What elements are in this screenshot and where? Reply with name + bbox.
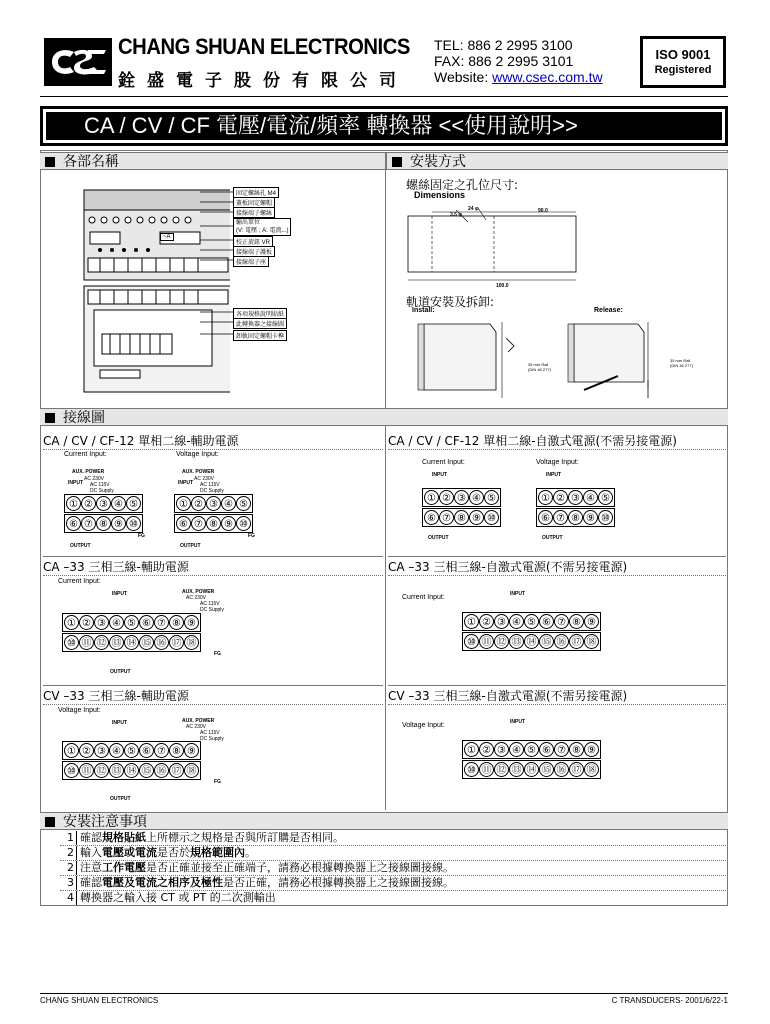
dim-90: 90.0 <box>538 208 548 214</box>
install-label: Install: <box>412 307 435 314</box>
dim-3-5: 3.5 φ <box>450 212 462 218</box>
note-text: 確認 <box>80 831 102 844</box>
terminal: ⑰ <box>169 635 184 650</box>
wiring-title-ca33-aux: CA –33 三相三線-輔助電源 <box>43 556 383 576</box>
label-current-input-3: Current Input: <box>58 578 101 585</box>
footer-divider <box>40 993 728 994</box>
square-bullet-icon <box>45 157 55 167</box>
callout-output-unit-desc: (V: 電壓 ; A: 電流...) <box>236 228 289 234</box>
square-bullet-icon <box>45 413 55 423</box>
terminal-row-bottom <box>62 761 201 780</box>
rail-release-drawing <box>564 318 668 404</box>
terminal: ⑨ <box>584 614 599 629</box>
note-num: 1 <box>60 831 77 845</box>
terminal: ⑩ <box>64 635 79 650</box>
terminal: ④ <box>509 614 524 629</box>
wiring-title-ca12-aux: CA / CV / CF-12 單相二線-輔助電源 <box>43 432 383 450</box>
terminal: ⑥ <box>539 742 554 757</box>
terminal-row-bottom <box>64 514 143 533</box>
label-input: INPUT <box>112 720 127 726</box>
terminal: ④ <box>109 743 124 758</box>
terminal: ⑤ <box>598 490 613 505</box>
label-aux-power: AUX. POWER <box>182 589 215 595</box>
note-text: 輸入 <box>80 846 102 859</box>
section-title-notes: 安裝注意事項 <box>63 814 147 830</box>
dim-100: 100.0 <box>496 283 509 289</box>
column-divider-top <box>385 152 386 408</box>
terminal: ⑩ <box>236 516 251 531</box>
terminal: ⑦ <box>81 516 96 531</box>
note-num: 4 <box>60 891 77 905</box>
terminal: ② <box>191 496 206 511</box>
terminal: ① <box>64 615 79 630</box>
terminal: ⑥ <box>139 615 154 630</box>
label-input: INPUT <box>546 472 561 478</box>
terminal: ⑨ <box>469 510 484 525</box>
terminal: ⑧ <box>568 510 583 525</box>
callout-rail-latch: 卸軌固定螺帽卡榫 <box>233 330 287 341</box>
terminal-row-top <box>62 613 201 632</box>
terminal: ③ <box>206 496 221 511</box>
terminal: ⑥ <box>539 614 554 629</box>
terminal: ⑮ <box>539 762 554 777</box>
note-item <box>60 891 726 905</box>
terminal: ⑧ <box>169 743 184 758</box>
rail-note-install-2: (DIN 46 277) <box>528 367 551 372</box>
rail-note-release <box>670 358 693 368</box>
terminal: ① <box>464 742 479 757</box>
footer-left: CHANG SHUAN ELECTRONICS <box>40 996 159 1005</box>
terminal: ③ <box>454 490 469 505</box>
terminal: ⑦ <box>439 510 454 525</box>
note-text: 確認 <box>80 876 102 889</box>
note-item <box>60 861 726 876</box>
callout-vr-knob: 校正旋鈕 VR <box>233 236 273 247</box>
terminal: ⑭ <box>124 635 139 650</box>
terminal: ⑩ <box>484 510 499 525</box>
terminal: ③ <box>568 490 583 505</box>
iso-badge <box>640 36 726 88</box>
callout-spec-sticker: 各項規格說明貼紙 <box>233 308 287 319</box>
note-num: 2 <box>60 846 77 860</box>
callout-screw-hole: 固定螺絲孔 M4 <box>233 187 279 198</box>
terminal: ② <box>79 615 94 630</box>
terminal: ④ <box>469 490 484 505</box>
terminal: ① <box>424 490 439 505</box>
terminal: ⑩ <box>598 510 613 525</box>
unit-mark: ~A <box>160 233 174 241</box>
label-aux-power: AUX. POWER <box>72 469 105 475</box>
title-bar <box>40 106 728 146</box>
terminal: ① <box>66 496 81 511</box>
terminal: ⑭ <box>124 763 139 778</box>
terminal: ⑫ <box>494 634 509 649</box>
terminal: ⑧ <box>569 614 584 629</box>
callout-terminal-guard: 接線端子護板 <box>233 246 275 257</box>
terminal: ⑮ <box>139 763 154 778</box>
note-text: 是否正確，請務必根據轉換器上之接線圖接線。 <box>223 876 454 889</box>
terminal: ⑧ <box>569 742 584 757</box>
dimensions-drawing <box>404 200 588 290</box>
terminal: ⑯ <box>154 763 169 778</box>
terminal: ① <box>464 614 479 629</box>
wiring-title-cv33-self: CV –33 三相三線-自激式電源(不需另接電源) <box>388 685 726 705</box>
terminal: ⑯ <box>554 634 569 649</box>
terminal: ② <box>479 742 494 757</box>
callout-wiring-diagram: 此轉換器之接線圖 <box>233 318 287 329</box>
callout-cover-nut: 蓋板固定螺帽 <box>233 197 275 208</box>
terminal-row-top <box>64 494 143 513</box>
terminal: ⑦ <box>554 614 569 629</box>
terminal: ⑫ <box>94 763 109 778</box>
label-output: OUTPUT <box>110 796 131 802</box>
terminal: ⑨ <box>221 516 236 531</box>
note-bold: 電壓及電流之相序及極性 <box>102 876 223 889</box>
label-output: OUTPUT <box>542 535 563 541</box>
wiring-title-ca33-self: CA –33 三相三線-自激式電源(不需另接電源) <box>388 556 726 576</box>
label-ac115: AC 115V <box>200 601 220 607</box>
terminal: ⑰ <box>569 762 584 777</box>
note-text: 轉換器之輸入接 CT 或 PT 的二次測輸出 <box>80 891 276 904</box>
terminal: ① <box>64 743 79 758</box>
terminal: ⑥ <box>538 510 553 525</box>
label-current-input-4: Current Input: <box>402 594 445 601</box>
note-item <box>60 831 726 846</box>
page-title: CA / CV / CF 電壓/電流/頻率 轉換器 <<使用說明>> <box>46 112 722 140</box>
fax-text: FAX: 886 2 2995 3101 <box>434 53 574 69</box>
label-output: OUTPUT <box>110 669 131 675</box>
terminal: ⑦ <box>553 510 568 525</box>
terminal: ⑨ <box>184 743 199 758</box>
release-label: Release: <box>594 307 623 314</box>
note-bold: 電壓或電流 <box>102 846 157 859</box>
terminal: ⑰ <box>569 634 584 649</box>
section-head-wiring <box>40 408 728 426</box>
terminal: ⑩ <box>64 763 79 778</box>
terminal-row-bottom <box>174 514 253 533</box>
terminal: ⑤ <box>484 490 499 505</box>
header-divider <box>40 96 728 97</box>
terminal: ⑩ <box>464 762 479 777</box>
rail-note-install-1: 35 mm Rail <box>528 362 549 367</box>
terminal: ③ <box>96 496 111 511</box>
terminal: ③ <box>494 742 509 757</box>
rail-title: 軌道安裝及拆卸: <box>406 295 495 309</box>
terminal: ⑫ <box>94 635 109 650</box>
rail-install-drawing <box>410 318 530 402</box>
terminal: ⑭ <box>524 634 539 649</box>
terminal: ⑬ <box>509 634 524 649</box>
terminal-row-top <box>62 741 201 760</box>
label-input: INPUT <box>510 719 525 725</box>
terminal: ⑤ <box>124 743 139 758</box>
label-fg: FG <box>248 533 255 539</box>
wiring-title-cv33-aux: CV –33 三相三線-輔助電源 <box>43 685 383 705</box>
label-ac230: AC 230V <box>186 724 207 730</box>
terminal: ⑱ <box>184 635 199 650</box>
label-ac115: AC 115V <box>200 482 220 488</box>
note-num: 2 <box>60 861 77 875</box>
terminal: ④ <box>111 496 126 511</box>
note-text: 是否於 <box>157 846 190 859</box>
terminal: ⑧ <box>206 516 221 531</box>
terminal: ④ <box>109 615 124 630</box>
label-voltage-input-6: Voltage Input: <box>402 722 445 729</box>
label-fg: FG <box>214 651 221 657</box>
label-input: INPUT <box>112 591 127 597</box>
terminal: ⑬ <box>109 635 124 650</box>
iso-line2: Registered <box>654 64 712 76</box>
label-voltage-input-5: Voltage Input: <box>58 707 101 714</box>
note-text: 注意 <box>80 861 102 874</box>
terminal: ⑥ <box>139 743 154 758</box>
terminal: ⑯ <box>554 762 569 777</box>
terminal: ⑱ <box>584 634 599 649</box>
terminal: ⑫ <box>494 762 509 777</box>
terminal: ⑥ <box>176 516 191 531</box>
company-name-cn: 銓盛電子股份有限公司 <box>118 71 408 91</box>
section-head-install <box>386 152 728 170</box>
terminal: ② <box>79 743 94 758</box>
label-input: INPUT <box>68 480 83 486</box>
label-ac115: AC 115V <box>200 730 220 736</box>
terminal: ⑦ <box>154 743 169 758</box>
footer-right: C TRANSDUCERS- 2001/6/22-1 <box>611 996 728 1005</box>
terminal: ④ <box>583 490 598 505</box>
terminal: ⑪ <box>79 763 94 778</box>
label-input: INPUT <box>432 472 447 478</box>
label-input: INPUT <box>178 480 193 486</box>
callout-terminal-screw: 接線端子螺絲 <box>233 207 275 218</box>
label-ac230: AC 230V <box>84 476 105 482</box>
terminal: ⑰ <box>169 763 184 778</box>
terminal-row-bottom <box>462 632 601 651</box>
terminal: ⑧ <box>96 516 111 531</box>
terminal: ② <box>81 496 96 511</box>
label-output: OUTPUT <box>428 535 449 541</box>
section-head-parts <box>40 152 386 170</box>
label-fg: FG <box>214 779 221 785</box>
company-logo <box>44 38 112 86</box>
tel-text: TEL: 886 2 2995 3100 <box>434 37 573 53</box>
dim-phi: 24 φ <box>468 206 479 212</box>
terminal-row-top <box>174 494 253 513</box>
rail-note-release-2: (DIN 46 277) <box>670 363 693 368</box>
terminal: ③ <box>94 615 109 630</box>
terminal: ④ <box>221 496 236 511</box>
label-dc-supply: DC Supply <box>200 488 224 494</box>
terminal-row-top <box>422 488 501 507</box>
terminal: ⑪ <box>479 762 494 777</box>
terminal: ③ <box>494 614 509 629</box>
terminal: ⑬ <box>509 762 524 777</box>
iso-line1: ISO 9001 <box>655 47 711 62</box>
terminal: ⑮ <box>139 635 154 650</box>
terminal: ② <box>479 614 494 629</box>
section-title-parts: 各部名稱 <box>63 154 119 170</box>
label-dc-supply: DC Supply <box>200 607 224 613</box>
terminal: ⑤ <box>126 496 141 511</box>
terminal: ⑤ <box>524 614 539 629</box>
label-ac230: AC 230V <box>186 595 207 601</box>
terminal: ⑩ <box>464 634 479 649</box>
label-voltage-input-2: Voltage Input: <box>536 459 579 466</box>
section-title-wiring: 接線圖 <box>63 410 105 426</box>
square-bullet-icon <box>45 817 55 827</box>
terminal: ② <box>439 490 454 505</box>
terminal-row-bottom <box>536 508 615 527</box>
screw-title: 螺絲固定之孔位尺寸: <box>406 178 519 192</box>
section-title-install: 安裝方式 <box>410 154 466 170</box>
note-item <box>60 876 726 891</box>
terminal-row-top <box>462 612 601 631</box>
label-output: OUTPUT <box>70 543 91 549</box>
terminal: ⑤ <box>124 615 139 630</box>
label-current-input-2: Current Input: <box>422 459 465 466</box>
terminal: ⑦ <box>154 615 169 630</box>
note-bold: 規格貼紙 <box>102 831 146 844</box>
terminal-row-bottom <box>462 760 601 779</box>
note-num: 3 <box>60 876 77 890</box>
column-divider-wiring <box>385 426 386 810</box>
label-ac230: AC 230V <box>194 476 215 482</box>
terminal: ⑤ <box>524 742 539 757</box>
label-current-input-1: Current Input: <box>64 451 107 458</box>
terminal: ⑥ <box>66 516 81 531</box>
note-item <box>60 846 726 861</box>
terminal: ③ <box>94 743 109 758</box>
note-bold: 工作電壓 <box>102 861 146 874</box>
terminal: ⑩ <box>126 516 141 531</box>
section-head-notes <box>40 812 728 830</box>
label-output: OUTPUT <box>180 543 201 549</box>
terminal: ⑧ <box>169 615 184 630</box>
note-text: 。 <box>245 846 256 859</box>
callout-terminal-block: 接線端子座 <box>233 256 269 267</box>
label-aux-power: AUX. POWER <box>182 718 215 724</box>
label-voltage-input-1: Voltage Input: <box>176 451 219 458</box>
terminal: ⑮ <box>539 634 554 649</box>
terminal: ⑤ <box>236 496 251 511</box>
terminal: ⑨ <box>584 742 599 757</box>
wiring-title-ca12-self: CA / CV / CF-12 單相二線-自激式電源(不需另接電源) <box>388 432 726 450</box>
rail-note-install <box>528 362 551 372</box>
callout-output-unit-title: 輸出單位 <box>236 220 261 226</box>
dimensions-label: Dimensions <box>414 190 466 200</box>
terminal: ⑨ <box>111 516 126 531</box>
terminal-row-bottom <box>62 633 201 652</box>
terminal: ⑨ <box>583 510 598 525</box>
terminal: ⑱ <box>584 762 599 777</box>
notes-list <box>60 831 726 905</box>
terminal: ⑭ <box>524 762 539 777</box>
note-text: 上所標示之規格是否與所訂購是否相同。 <box>146 831 344 844</box>
terminal: ④ <box>509 742 524 757</box>
website-label: Website: <box>434 69 493 85</box>
terminal: ⑦ <box>554 742 569 757</box>
terminal: ⑧ <box>454 510 469 525</box>
square-bullet-icon <box>392 157 402 167</box>
label-aux-power: AUX. POWER <box>182 469 215 475</box>
terminal: ① <box>538 490 553 505</box>
terminal: ⑦ <box>191 516 206 531</box>
contact-block <box>434 37 603 85</box>
note-text: 是否正確並接至正確端子，請務必根據轉換器上之接線圖接線。 <box>146 861 454 874</box>
terminal: ⑨ <box>184 615 199 630</box>
label-dc-supply: DC Supply <box>90 488 114 494</box>
terminal: ⑬ <box>109 763 124 778</box>
company-name-en: CHANG SHUAN ELECTRONICS <box>118 34 410 59</box>
callout-output-unit <box>233 218 291 236</box>
terminal: ⑯ <box>154 635 169 650</box>
terminal: ② <box>553 490 568 505</box>
terminal: ⑥ <box>424 510 439 525</box>
rail-note-release-1: 35 mm Rail <box>670 358 691 363</box>
terminal: ⑪ <box>479 634 494 649</box>
terminal: ⑱ <box>184 763 199 778</box>
terminal-row-bottom <box>422 508 501 527</box>
website-line <box>434 69 603 85</box>
terminal: ① <box>176 496 191 511</box>
label-dc-supply: DC Supply <box>200 736 224 742</box>
label-fg: FG <box>138 533 145 539</box>
label-ac115: AC 115V <box>90 482 110 488</box>
website-link[interactable]: www.csec.com.tw <box>492 69 603 85</box>
terminal: ⑪ <box>79 635 94 650</box>
terminal-row-top <box>536 488 615 507</box>
terminal-row-top <box>462 740 601 759</box>
label-input: INPUT <box>510 591 525 597</box>
note-bold: 規格範圍內 <box>190 846 245 859</box>
